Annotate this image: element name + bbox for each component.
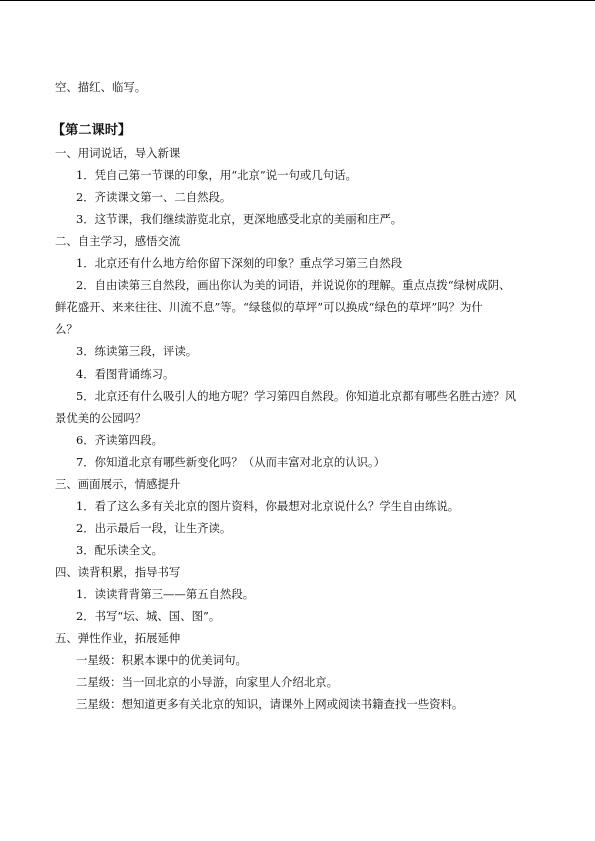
text-line: 景优美的公园吗？ xyxy=(55,410,147,425)
text-line: 二、自主学习，感悟交流 xyxy=(55,234,181,249)
text-line: 2．自由读第三自然段，画出你认为美的词语，并说说你的理解。重点点拨“绿树成阴、 xyxy=(76,278,511,293)
text-line: 二星级：当一回北京的小导游，向家里人介绍北京。 xyxy=(76,675,338,690)
text-line: 三、画面展示，情感提升 xyxy=(55,476,181,491)
text-line: 三星级：想知道更多有关北京的知识，请课外上网或阅读书籍查找一些资料。 xyxy=(76,697,464,712)
text-line: 2．书写“坛、城、国、图”。 xyxy=(76,609,221,624)
text-line: 四、读背积累，指导书写 xyxy=(55,564,181,579)
text-line: 3．配乐读全文。 xyxy=(76,542,163,557)
text-line: 4．看图背诵练习。 xyxy=(76,366,175,381)
text-line: 3．练读第三段，评读。 xyxy=(76,344,198,359)
text-line: 一、用词说话，导入新课 xyxy=(55,146,181,160)
text-line: 5．北京还有什么吸引人的地方呢？学习第四自然段。你知道北京都有哪些名胜古迹？风 xyxy=(76,388,517,403)
text-line: 3．这节课，我们继续游览北京，更深地感受北京的美丽和庄严。 xyxy=(76,212,403,227)
text-line: 2．出示最后一段，让生齐读。 xyxy=(76,520,232,535)
text-line: 鲜花盛开、来来往往、川流不息”等。“绿毯似的草坪”可以换成“绿色的草坪”吗？为什 xyxy=(55,300,483,315)
text-line: 么？ xyxy=(55,322,78,337)
lesson-title: 【第二课时】 xyxy=(52,123,132,138)
text-line: 6．齐读第四段。 xyxy=(76,432,163,447)
text-line: 2．齐读课文第一、二自然段。 xyxy=(76,190,232,205)
text-line: 一星级：积累本课中的优美词句。 xyxy=(76,653,247,668)
text-line: 7．你知道北京有哪些新变化吗？（从而丰富对北京的认识。） xyxy=(76,454,386,469)
text-line: 1．读读背背第三——第五自然段。 xyxy=(76,587,255,601)
text-line: 五、弹性作业，拓展延伸 xyxy=(55,631,181,646)
text-line: 1．北京还有什么地方给你留下深刻的印象？重点学习第三自然段 xyxy=(76,256,403,271)
intro-line: 空、描红、临写。 xyxy=(55,80,147,94)
text-line: 1．凭自己第一节课的印象，用“北京”说一句或几句话。 xyxy=(76,168,357,183)
text-line: 1．看了这么多有关北京的图片资料，你最想对北京说什么？学生自由练说。 xyxy=(76,498,460,513)
